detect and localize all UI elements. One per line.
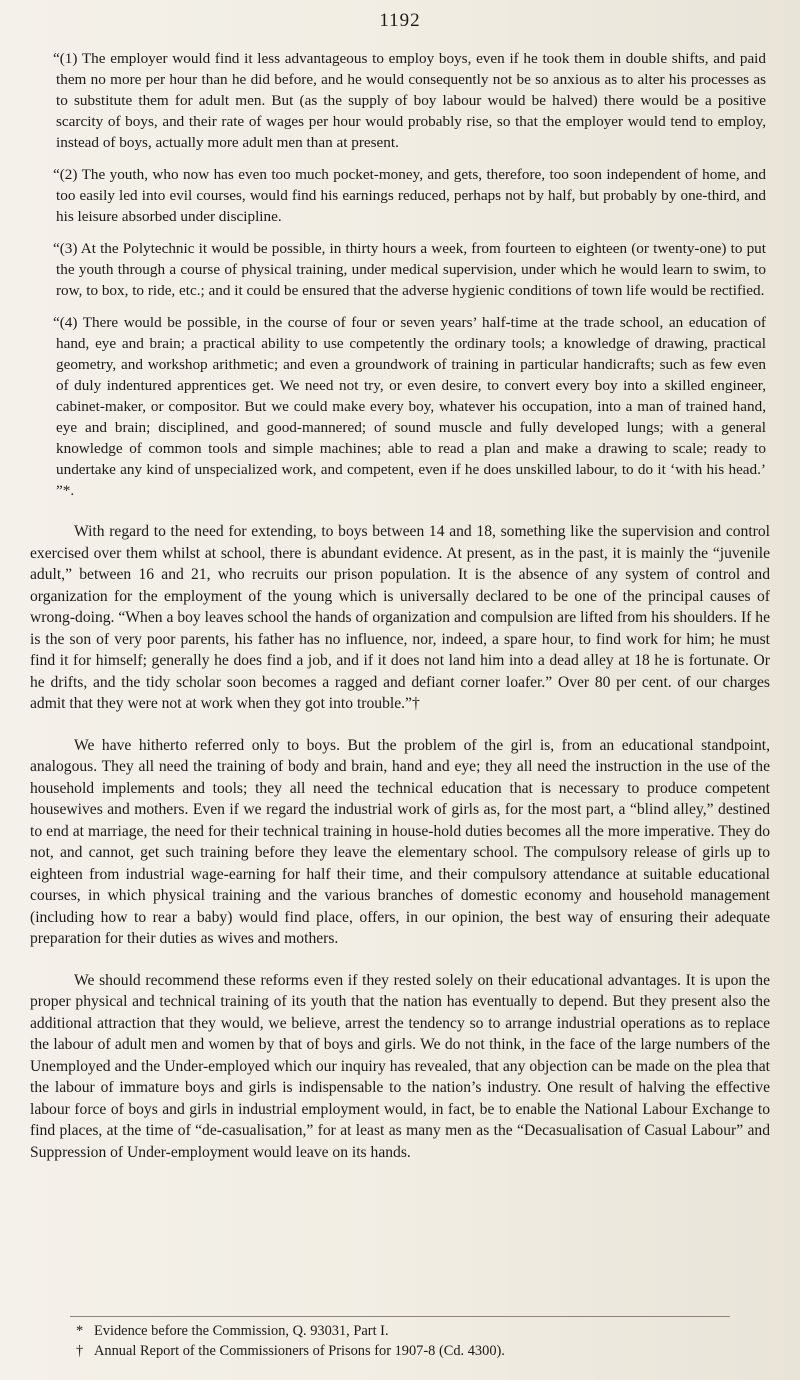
footnote-divider — [70, 1316, 730, 1317]
quoted-paragraph-2: “(2) The youth, who now has even too much pocket-money, and gets, therefore, too soon independent of home, and too easily led into evil courses, would find his earnings reduced, perhaps not by half, but probably by one-third, and his leisure absorbed under discipline. — [53, 166, 766, 225]
quoted-paragraph-4: “(4) There would be possible, in the course of four or seven years’ half-time at the trade school, an education of hand, eye and brain; a practical ability to use competently the ordinary tools; a knowledge of drawing, practical geometry, and workshop arithmetic; and even a groundwork of training in particular handicrafts; such as few even of duly indentured apprentices get. We need not try, or even desire, to convert every boy into a skilled engineer, cabinet-maker, or compositor. But we could make every boy, whatever his occupation, into a man of trained hand, eye and brain; disciplined, and good-mannered; of sound muscle and fully developed lungs; with a general knowledge of common tools and simple machines; able to read a plan and make a drawing to scale; ready to undertake any kind of unspecialized work, and competent, even if he does unskilled labour, to do it ‘with his head.’ ”*. — [53, 314, 766, 499]
body-paragraph-reforms: We should recommend these reforms even if they rested solely on their educational advantages. It is upon the proper physical and technical training of its youth that the nation has eventually to depend. But they present also the additional attraction that they would, we believe, arrest the tendency so to arrange industrial operations as to replace the labour of adult men and women by that of boys and girls. We do not think, in the face of the large numbers of the Unemployed and the Under-employed which our inquiry has revealed, that any objection can be made on the plea that the labour of immature boys and girls is indispensable to the nation’s industry. One result of halving the effective labour force of boys and girls in industrial employment would, in fact, be to enable the National Labour Exchange to find places, at the time of “de-casualisation,” for at least as many men as the “Decasualisation of Casual Labour” and Suppression of Under-employment would leave on its hands. — [30, 971, 770, 1161]
body-text — [30, 48, 770, 1163]
body-paragraph-supervision: With regard to the need for extending, to boys between 14 and 18, something like the supervision and control exercised over them whilst at school, there is abundant evidence. At present, as in the past, it is mainly the “juvenile adult,” between 16 and 21, who recruits our prison population. It is the absence of any system of control and organization for the employment of the young which is universally declared to be one of the principal causes of wrong-doing. “When a boy leaves school the hands of organization and compulsion are lifted from his shoulders. If he is the son of very poor parents, his father has no influence, nor, indeed, a spare hour, to find work for him; he must find it for himself; generally he does find a job, and if it does not land him into a dead alley at 18 he is fortunate. Or he drifts, and the tidy scholar soon becomes a ragged and defiant corner loafer.” Over 80 per cent. of our charges admit that they were not at work when they got into trouble.”† — [30, 523, 770, 712]
footnotes — [76, 1321, 736, 1361]
footnote-mark: * — [76, 1323, 84, 1339]
footnote-2 — [76, 1341, 736, 1361]
footnote-1 — [76, 1321, 736, 1341]
footnote-text: Evidence before the Commission, Q. 93031, Part I. — [94, 1323, 389, 1339]
footnote-mark: † — [76, 1343, 84, 1359]
quoted-paragraph-1: “(1) The employer would find it less advantageous to employ boys, even if he took them in double shifts, and paid them no more per hour than he did before, and he would consequently not be so anxious as to alter his processes as to substitute them for adult men. But (as the supply of boy labour would be halved) there would be a positive scarcity of boys, and their rate of wages per hour would probably rise, so that the employer would tend to employ, instead of boys, actually more adult men than at present. — [53, 50, 766, 151]
footnote-text: Annual Report of the Commissioners of Prisons for 1907-8 (Cd. 4300). — [94, 1343, 505, 1359]
page-number: 1192 — [379, 10, 421, 31]
body-paragraph-girls: We have hitherto referred only to boys. But the problem of the girl is, from an educational standpoint, analogous. They all need the training of body and brain, hand and eye; they all need the instruction in the use of the household implements and tools; they all need the technical education that is necessary to produce competent housewives and mothers. Even if we regard the industrial work of girls as, for the most part, a “blind alley,” destined to end at marriage, the need for their technical training in house-hold duties becomes all the more imperative. They do not, and cannot, get such training before they leave the elementary school. The compulsory release of girls up to eighteen from industrial wage-earning for half their time, and their compulsory attendance at suitable educational courses, in which physical training and the various branches of domestic economy and household management (including how to rear a baby) would find place, offers, in our opinion, the best way of ensuring their adequate preparation for their duties as wives and mothers. — [30, 736, 770, 947]
quoted-paragraph-3: “(3) At the Polytechnic it would be possible, in thirty hours a week, from fourteen to eighteen (or twenty-one) to put the youth through a course of physical training, under medical supervision, under which he would learn to swim, to row, to box, to ride, etc.; and it could be ensured that the adverse hygienic conditions of town life would be rectified. — [53, 240, 766, 299]
